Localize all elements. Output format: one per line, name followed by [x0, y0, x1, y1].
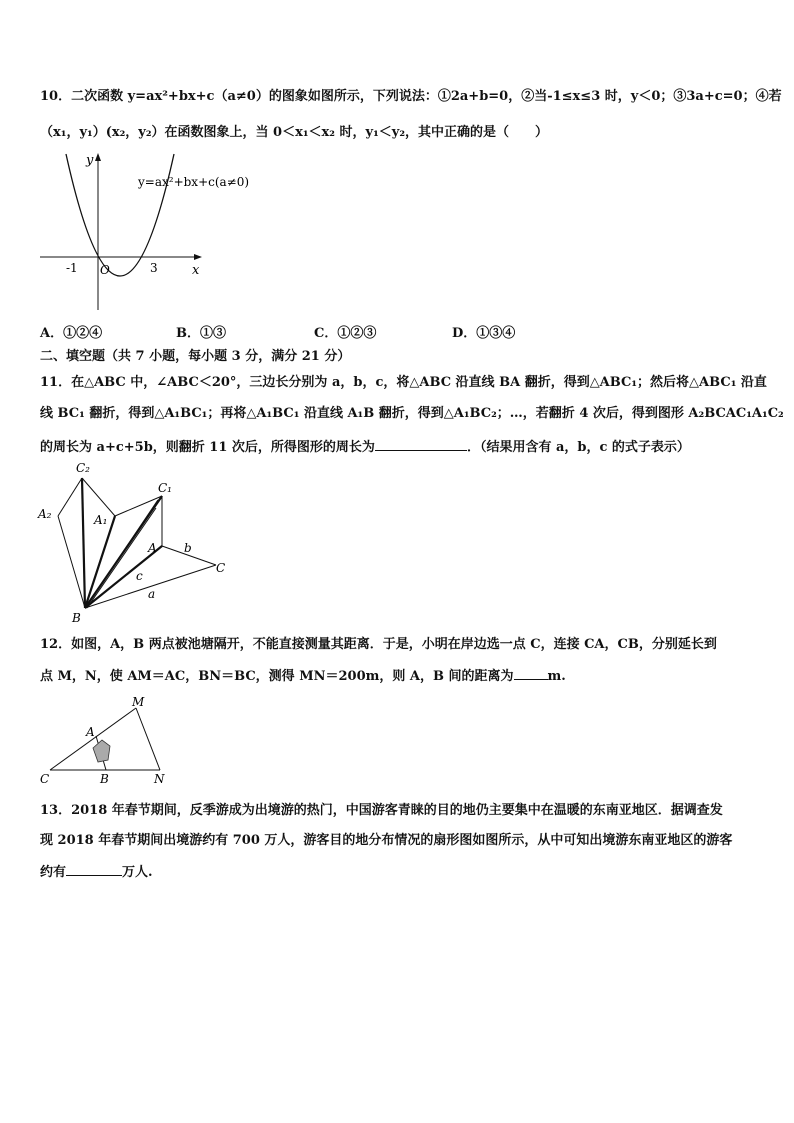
label-A1: A₁ [94, 513, 108, 527]
q10-stem-line1: 10．二次函数 y=ax²+bx+c（a≠0）的图象如图所示，下列说法：①2a+b=0，②当-1≤x≤3 时，y＜0；③3a+c=0；④若 [40, 89, 782, 104]
label-a: a [148, 587, 156, 601]
q11-stem-line1: 11．在△ABC 中，∠ABC＜20°，三边长分别为 a，b，c，将△ABC 沿直线 BA 翻折，得到△ABC₁；然后将△ABC₁ 沿直 [40, 375, 767, 390]
q11-text-before-blank: 的周长为 a+c+5b，则翻折 11 次后，所得图形的周长为 [40, 440, 375, 455]
q12-stem-line2 [40, 666, 760, 686]
q11-answer-blank[interactable] [375, 437, 467, 451]
label-C: C [216, 561, 226, 575]
label-B: B [100, 772, 109, 786]
label-C1: C₁ [158, 481, 172, 495]
root-right-label: 3 [150, 261, 158, 275]
parabola-curve [66, 154, 174, 276]
q11-text-after-blank: ．（结果用含有 a，b，c 的式子表示） [466, 440, 690, 455]
origin-label: O [100, 263, 110, 277]
formula-label: y=ax²+bx+c(a≠0) [138, 175, 250, 189]
label-C2: C₂ [76, 461, 90, 475]
root-left-label: -1 [66, 261, 78, 275]
q13-stem-line2: 现 2018 年春节期间出境游约有 700 万人，游客目的地分布情况的扇形图如图所示，从中可知出境游东南亚地区的游客 [40, 833, 733, 848]
q13-answer-blank[interactable] [66, 862, 122, 876]
q12-text-before-blank: 点 M，N，使 AM＝AC，BN＝BC，测得 MN＝200m，则 A，B 间的距离为 [40, 669, 514, 684]
label-B: B [72, 611, 81, 625]
label-N: N [154, 772, 165, 786]
label-C: C [40, 772, 50, 786]
q13-stem-line3 [40, 862, 760, 882]
q12-answer-blank[interactable] [514, 666, 548, 680]
q10-option-d: D．①③④ [452, 326, 516, 341]
q10-stem-line2: （x₁，y₁）(x₂，y₂）在函数图象上，当 0＜x₁＜x₂ 时，y₁＜y₂，其中正确的是（ ） [40, 125, 549, 140]
x-axis-label: x [192, 263, 200, 278]
q12-pond-figure [36, 696, 186, 788]
q11-stem-line2: 线 BC₁ 翻折，得到△A₁BC₁；再将△A₁BC₁ 沿直线 A₁B 翻折，得到△A₁BC₂；…，若翻折 4 次后，得到图形 A₂BCAC₁A₁C₂ [40, 406, 784, 421]
section-heading: 二、填空题（共 7 小题，每小题 3 分，满分 21 分） [40, 349, 351, 364]
label-M: M [132, 696, 145, 709]
q12-stem-line1: 12．如图，A，B 两点被池塘隔开，不能直接测量其距离．于是，小明在岸边选一点 C，连接 CA，CB，分别延长到 [40, 637, 717, 652]
label-A2: A₂ [38, 507, 52, 521]
label-c: c [136, 569, 143, 583]
q10-option-c: C．①②③ [314, 326, 377, 341]
q12-text-after-blank: m. [547, 669, 566, 684]
label-b: b [184, 541, 192, 555]
q11-stem-line3 [40, 437, 760, 457]
q13-text-after-blank: 万人. [122, 865, 153, 880]
pond-shape [93, 740, 110, 762]
label-A: A [148, 541, 157, 555]
q11-fold-figure [30, 458, 240, 628]
q13-text-before-blank: 约有 [40, 865, 67, 880]
y-axis-label: y [86, 153, 94, 168]
q10-option-a: A．①②④ [40, 326, 103, 341]
q13-stem-line1: 13．2018 年春节期间，反季游成为出境游的热门，中国游客青睐的目的地仍主要集中在温暖的东南亚地区．据调查发 [40, 803, 723, 818]
label-A: A [86, 725, 95, 739]
q10-parabola-graph [30, 148, 270, 318]
q10-option-b: B．①③ [176, 326, 226, 341]
